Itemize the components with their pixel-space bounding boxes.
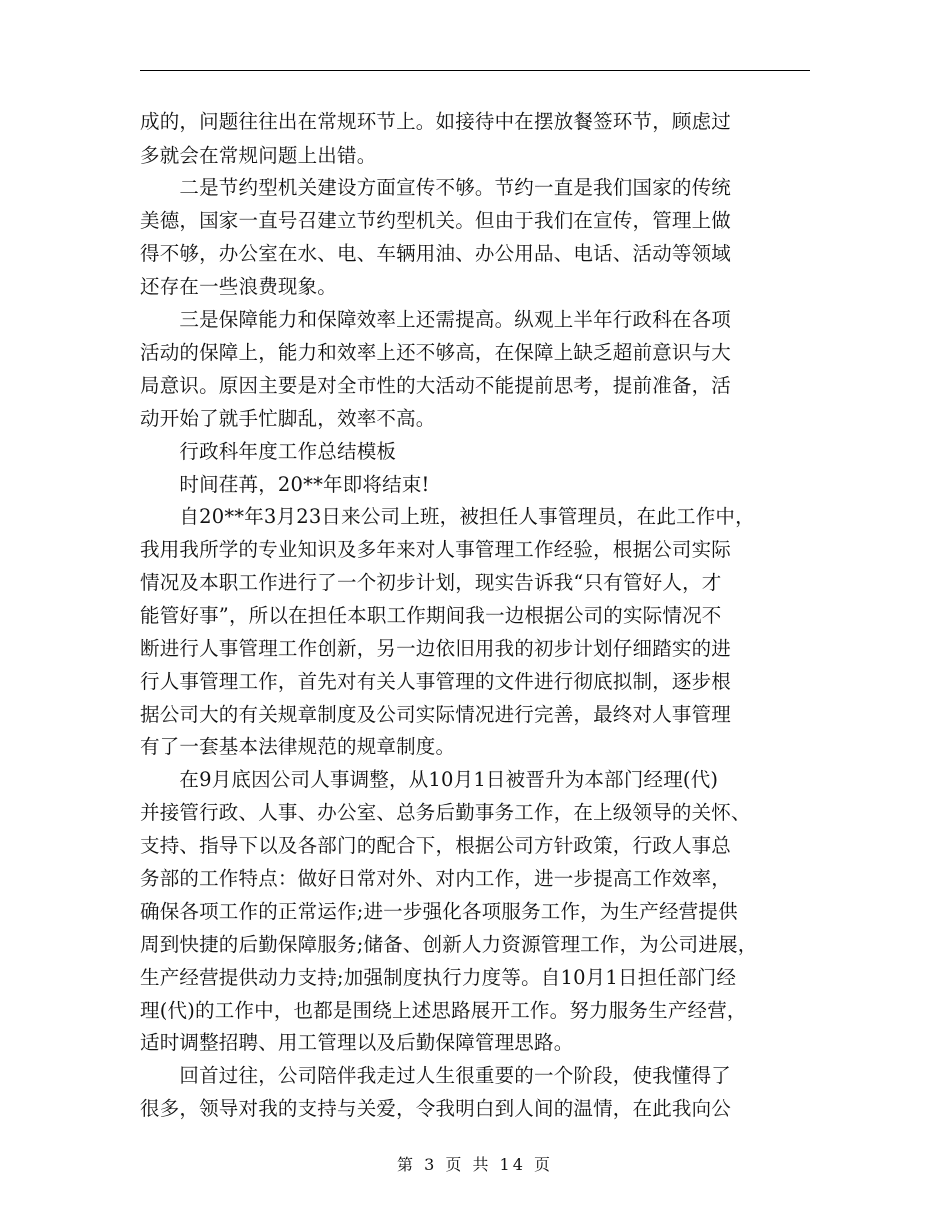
text-line: 务部的工作特点：做好日常对外、对内工作，进一步提高工作效率，: [140, 867, 732, 890]
text-line: 理(代)的工作中，也都是围绕上述思路展开工作。努力服务生产经营，: [140, 999, 747, 1022]
text-line: 还存在一些浪费现象。: [140, 275, 338, 298]
text-line: 我用我所学的专业知识及多年来对人事管理工作经验，根据公司实际: [140, 538, 732, 561]
text-line: 活动的保障上，能力和效率上还不够高，在保障上缺乏超前意识与大: [140, 341, 732, 364]
page-number-footer: 第 3 页 共 14 页: [397, 1155, 553, 1174]
text-line: 美德，国家一直号召建立节约型机关。但由于我们在宣传，管理上做: [140, 209, 732, 232]
text-line: 行政科年度工作总结模板: [140, 440, 397, 463]
text-line: 断进行人事管理工作创新，另一边依旧用我的初步计划仔细踏实的进: [140, 637, 732, 660]
text-line: 并接管行政、人事、办公室、总务后勤事务工作，在上级领导的关怀、: [140, 801, 751, 824]
text-line: 确保各项工作的正常运作;进一步强化各项服务工作，为生产经营提供: [140, 900, 738, 923]
text-line: 二是节约型机关建设方面宣传不够。节约一直是我们国家的传统: [140, 176, 732, 199]
text-line: 三是保障能力和保障效率上还需提高。纵观上半年行政科在各项: [140, 308, 732, 331]
text-line: 得不够，办公室在水、电、车辆用油、办公用品、电话、活动等领域: [140, 242, 732, 265]
text-line: 周到快捷的后勤保障服务;储备、创新人力资源管理工作，为公司进展，: [140, 933, 758, 956]
text-line: 行人事管理工作，首先对有关人事管理的文件进行彻底拟制，逐步根: [140, 670, 732, 693]
text-line: 据公司大的有关规章制度及公司实际情况进行完善，最终对人事管理: [140, 703, 732, 726]
text-line: 局意识。原因主要是对全市性的大活动不能提前思考，提前准备，活: [140, 374, 732, 397]
text-line: 能管好事”，所以在担任本职工作期间我一边根据公司的实际情况不: [140, 604, 722, 627]
text-line: 自20**年3月23日来公司上班，被担任人事管理员，在此工作中，: [140, 505, 755, 528]
text-line: 多就会在常规问题上出错。: [140, 144, 377, 167]
text-line: 动开始了就手忙脚乱，效率不高。: [140, 407, 436, 430]
text-line: 时间荏苒，20**年即将结束!: [140, 473, 430, 496]
text-line: 适时调整招聘、用工管理以及后勤保障管理思路。: [140, 1031, 574, 1054]
text-line: 很多，领导对我的支持与关爱，令我明白到人间的温情，在此我向公: [140, 1097, 732, 1120]
text-line: 回首过往，公司陪伴我走过人生很重要的一个阶段，使我懂得了: [140, 1064, 732, 1087]
header-rule: [140, 70, 810, 71]
text-line: 有了一套基本法律规范的规章制度。: [140, 735, 456, 758]
text-line: 生产经营提供动力支持;加强制度执行力度等。自10月1日担任部门经: [140, 966, 737, 989]
text-line: 在9月底因公司人事调整，从10月1日被晋升为本部门经理(代): [140, 768, 719, 791]
text-line: 成的，问题往往出在常规环节上。如接待中在摆放餐签环节，顾虑过: [140, 110, 732, 133]
text-line: 情况及本职工作进行了一个初步计划，现实告诉我“只有管好人，才: [140, 571, 722, 594]
text-line: 支持、指导下以及各部门的配合下，根据公司方针政策，行政人事总: [140, 834, 732, 857]
